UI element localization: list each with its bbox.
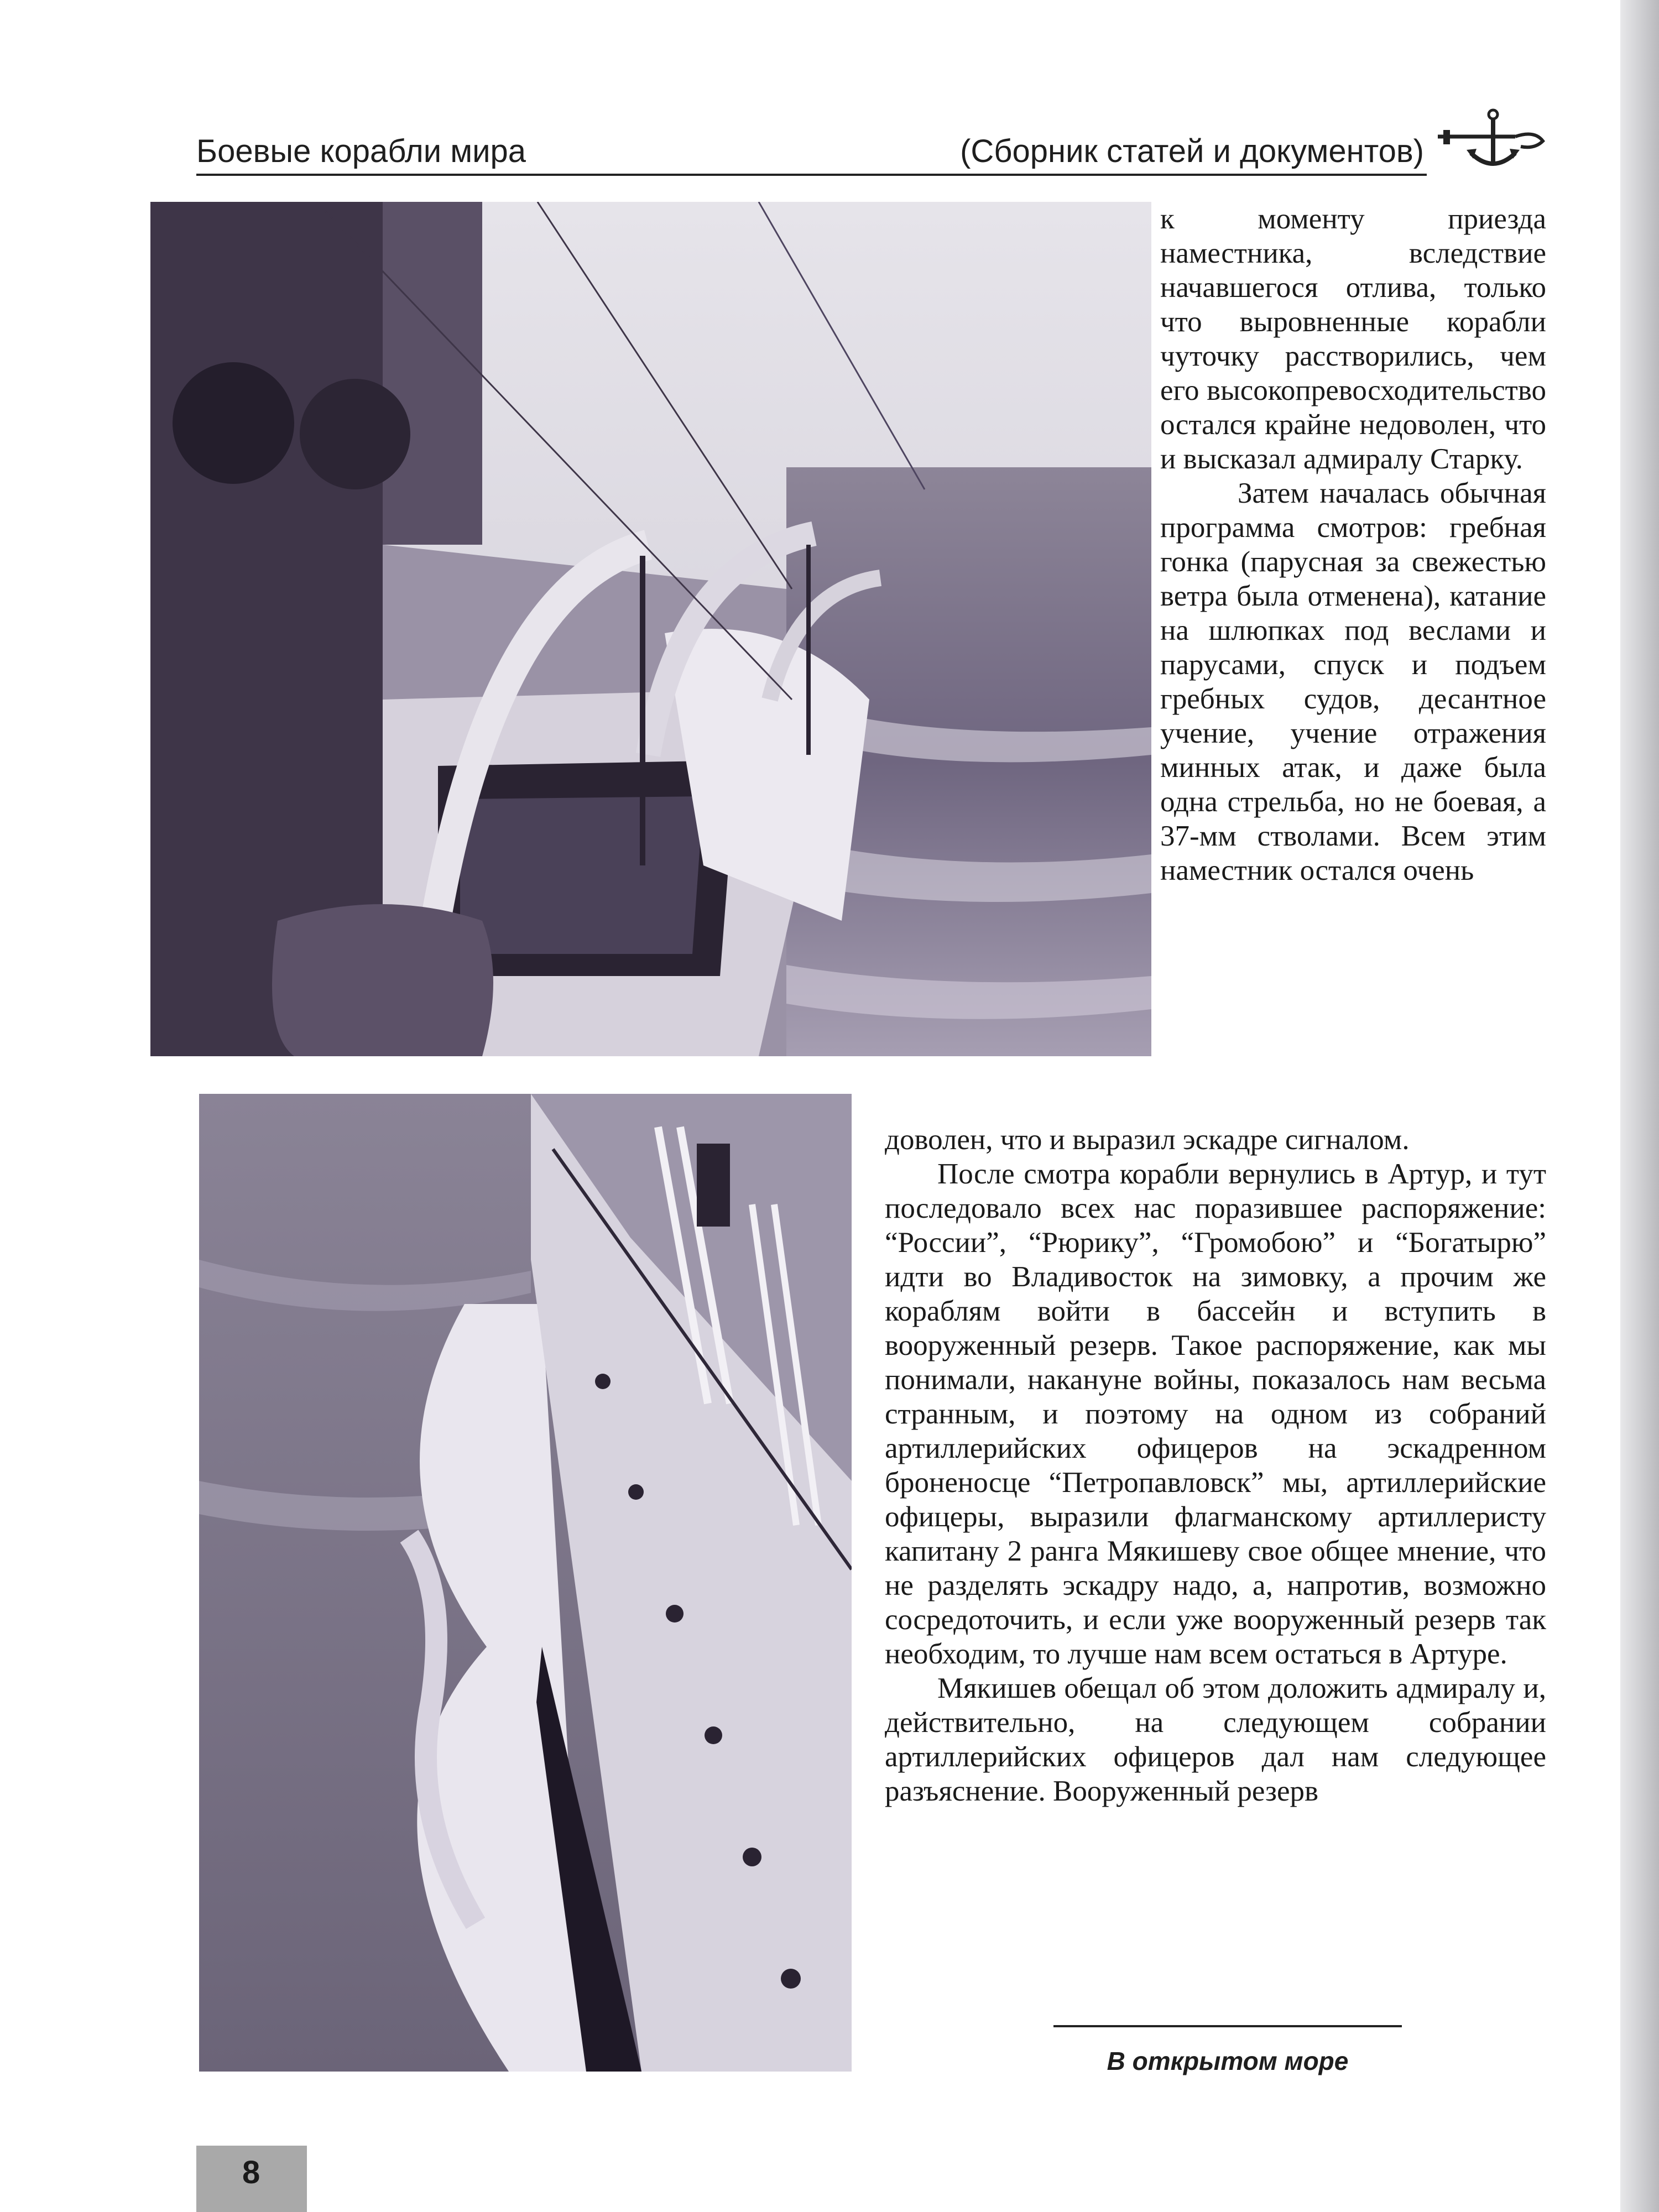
running-head xyxy=(196,130,1424,174)
paragraph: Затем началась обычная программа смотров: гребная гонка (парусная за свежестью ветра была отменена), катание на шлюпках под веслами и парусами, спуск и подъем гребных судов, десантное учение, учение отражения минных атак, и даже была одна стрельба, но не боевая, а 37-мм стволами. Всем этим наместник остался очень xyxy=(1160,477,1546,886)
page-edge-shadow xyxy=(1620,0,1659,2212)
page-number: 8 xyxy=(242,2154,260,2190)
paragraph: После смотра корабли вернулись в Артур, и тут последовало всех нас поразившее распоряжение: “России”, “Рюрику”, “Громобою” и “Богатырю” идти во Владивосток на зимовку, а прочим же кораблям войти в бассейн и вступить в вооруженный резерв. Такое распоряжение, как мы понимали, накануне войны, показалось нам весьма странным, и поэтому на одном из собраний артиллерийских офицеров на эскадренном броненосце “Петропавловск” мы, артиллерийские офицеры, выразили флагманскому артиллеристу капитану 2 ранга Мякишеву свое общее мнение, что не разделять эскадру надо, а, напротив, возможно сосредоточить, и если уже вооруженный резерв так необходим, то лучше нам всем остаться в Артуре. xyxy=(885,1158,1546,1670)
anchor-icon xyxy=(1432,108,1548,174)
running-head-subtitle: (Сборник статей и документов) xyxy=(960,133,1424,169)
photo-ship-hull-wave xyxy=(199,1094,852,2072)
paragraph: Мякишев обещал об этом доложить адмиралу и, действительно, на следующем собрании артиллерийских офицеров дал нам следующее разъяснение. Вооруженный резерв xyxy=(885,1672,1546,1807)
caption-rule xyxy=(1053,2025,1402,2027)
photo-caption: В открытом море xyxy=(1107,2047,1349,2075)
text-column-right-bottom xyxy=(885,1123,1546,1808)
paragraph: доволен, что и выразил эскадре сигналом. xyxy=(885,1124,1410,1156)
running-head-title: Боевые корабли мира xyxy=(196,133,526,169)
text-column-right-top xyxy=(1160,202,1546,888)
paragraph: к моменту приезда наместника, вследствие начавшегося отлива, только что выровненные корабли чуточку расстворились, чем его высокопревосходительство остался крайне недоволен, что и высказал адмиралу Старку. xyxy=(1160,203,1546,475)
header-rule xyxy=(196,174,1427,176)
photo-ship-deck-lifeboat xyxy=(150,202,1151,1056)
